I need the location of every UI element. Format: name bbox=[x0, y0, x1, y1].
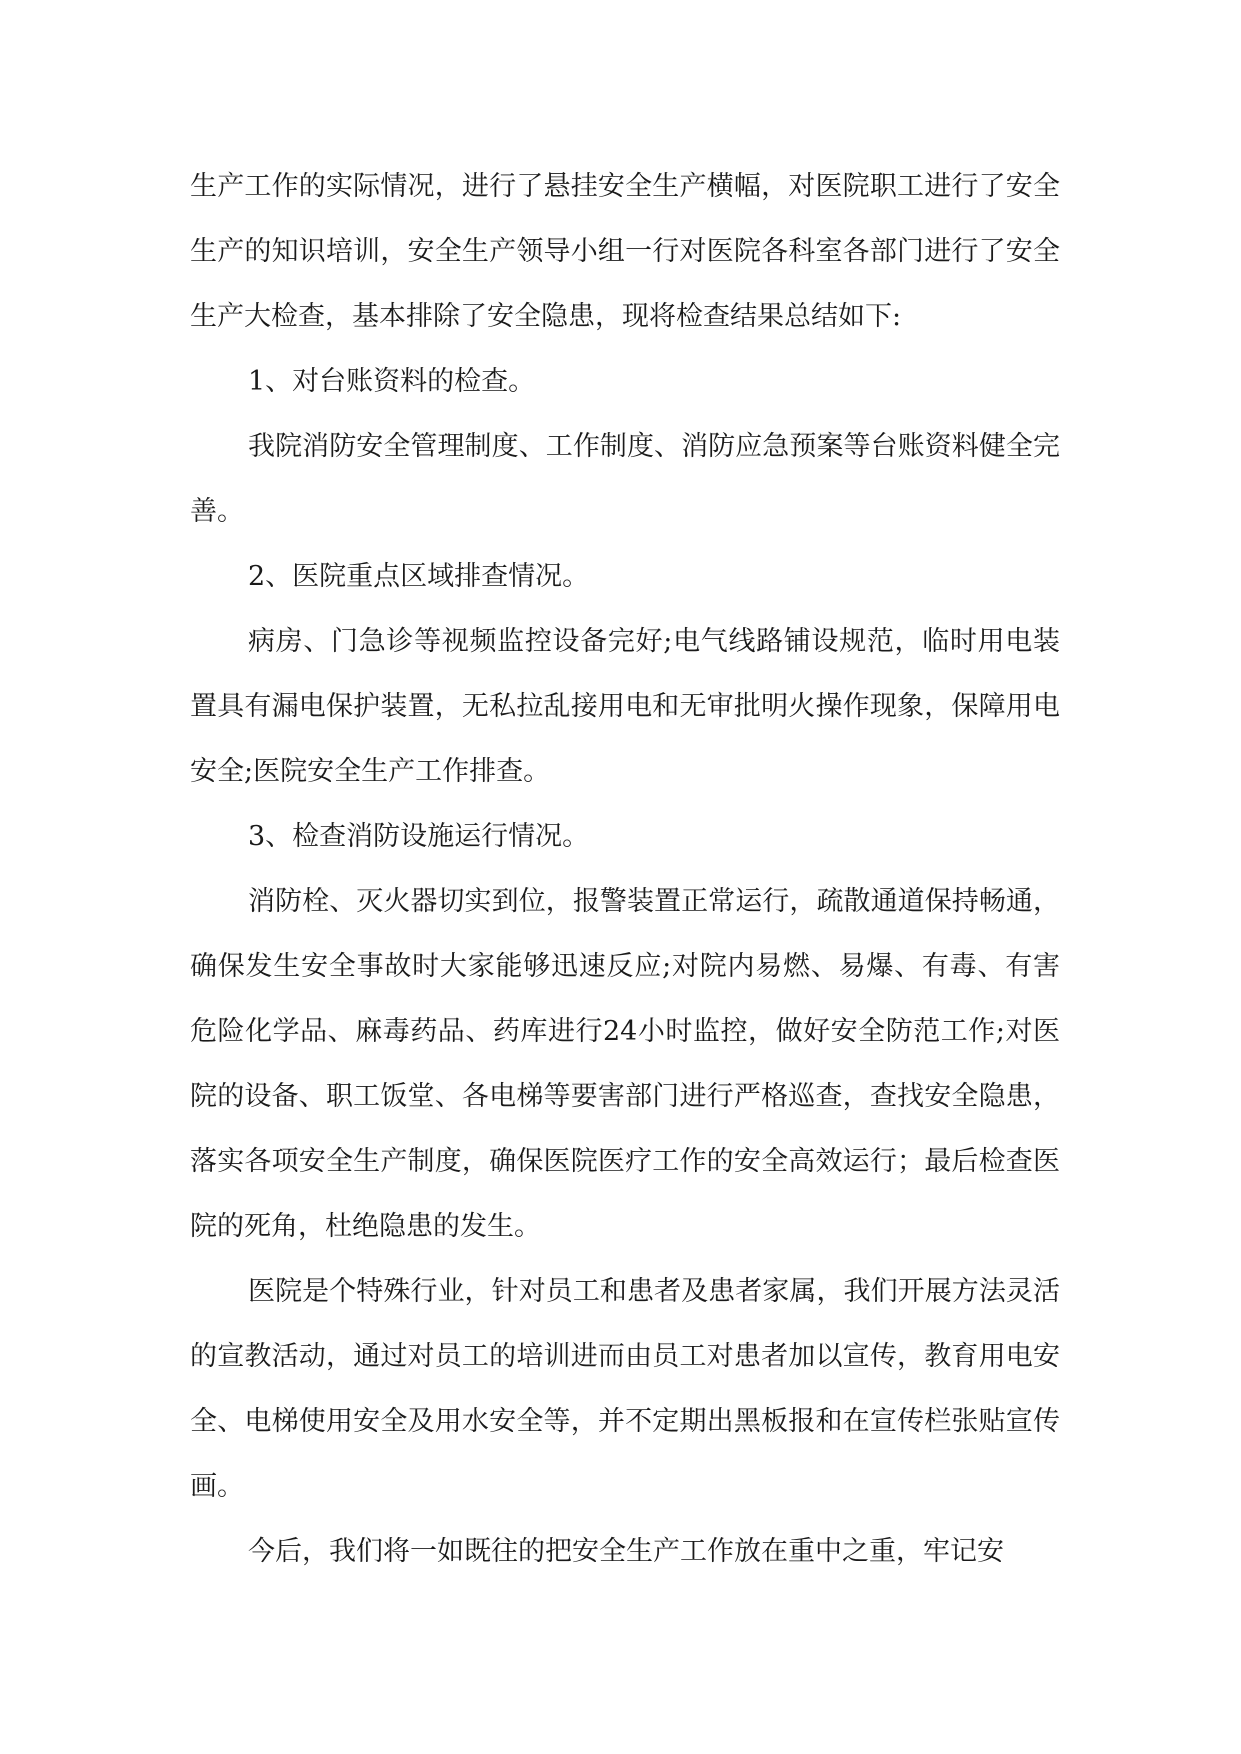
paragraph-ledger-check: 我院消防安全管理制度、工作制度、消防应急预案等台账资料健全完善。 bbox=[190, 431, 1060, 527]
paragraph-future: 今后，我们将一如既往的把安全生产工作放在重中之重，牢记安 bbox=[248, 1536, 1004, 1567]
paragraph-fire-facility-check: 消防栓、灭火器切实到位，报警装置正常运行，疏散通道保持畅通，确保发生安全事故时大家能够迅速反应;对院内易燃、易爆、有毒、有害危险化学品、麻毒药品、药库进行24小时监控，做好安全防范工作;对医院的设备、职工饭堂、各电梯等要害部门进行严格巡查，查找安全隐患，落实各项安全生产制度，确保医院医疗工作的安全高效运行；最后检查医院的死角，杜绝隐患的发生。 bbox=[190, 886, 1060, 1242]
heading-key-area-check: 2、医院重点区域排查情况。 bbox=[248, 561, 590, 592]
paragraph-intro: 生产工作的实际情况，进行了悬挂安全生产横幅，对医院职工进行了安全生产的知识培训，安全生产领导小组一行对医院各科室各部门进行了安全生产大检查，基本排除了安全隐患，现将检查结果总结如下: bbox=[190, 171, 1060, 332]
paragraph-key-area-check: 病房、门急诊等视频监控设备完好;电气线路铺设规范，临时用电装置具有漏电保护装置，无私拉乱接用电和无审批明火操作现象，保障用电安全;医院安全生产工作排查。 bbox=[190, 626, 1060, 787]
document-body bbox=[190, 154, 1060, 1584]
heading-fire-facility-check: 3、检查消防设施运行情况。 bbox=[248, 821, 590, 852]
paragraph-education: 医院是个特殊行业，针对员工和患者及患者家属，我们开展方法灵活的宣教活动，通过对员工的培训进而由员工对患者加以宣传，教育用电安全、电梯使用安全及用水安全等，并不定期出黑板报和在宣传栏张贴宣传画。 bbox=[190, 1276, 1060, 1502]
heading-ledger-check: 1、对台账资料的检查。 bbox=[248, 366, 536, 397]
